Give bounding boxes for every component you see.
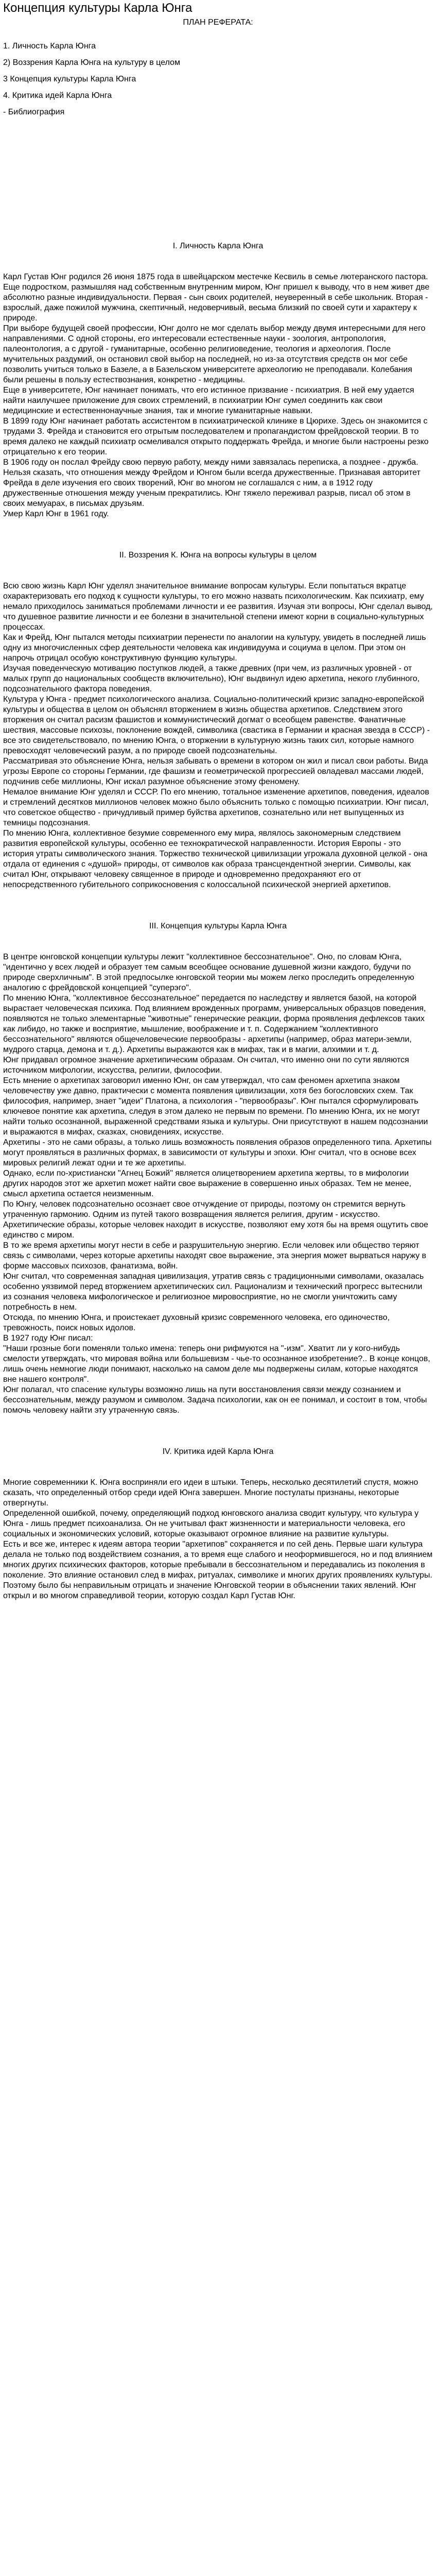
paragraph: В центре юнговской концепции культуры лежит "коллективное бессознательное". Оно, по словам Юнга, "идентично у всех людей и образует тем самым всеобщее основание душевной жизни каждого, будучи по природе сверхличным". В этой предпосылке юнговской теории мы можем легко проследить определенную аналогию с фрейдовской концепцией "суперэго". [3, 953, 414, 992]
chapter-3 [3, 921, 433, 1416]
plan-item: 4. Критика идей Карла Юнга [3, 91, 112, 100]
plan-heading: ПЛАН РЕФЕРАТА: [183, 18, 253, 27]
paragraph: Многие современники К. Юнга восприняли его идеи в штыки. Теперь, несколько десятилетий спустя, можно сказать, что определенный отбор среди идей Юнга завершен. Многие постулаты признаны, некоторые отвергнуты. [3, 1478, 418, 1507]
paragraph: Отсюда, по мнению Юнга, и проистекает духовный кризис современного человека, его одиночество, тревожность, поиск новых идолов. [3, 1313, 390, 1332]
plan-item: 1. Личность Карла Юнга [3, 42, 96, 50]
paragraph: По мнению Юнга, "коллективное бессознательное" передается по наследству и является базой, на которой вырастает человеческая психика. Под влиянием врожденных программ, универсальных образцов поведения, появляются не только элементарные "животные" генерические реакции, форма проявления дефлексов таких как либидо, но также и восприятие, мышление, воображение и т. п. Содержанием "коллективного бессознательного" являются общечеловеческие первообразы - архетипы (например, образ матери-земли, мудрого старца, демона и т. д.). Архетипы выражаются как в мифах, так и в магии, алхимии и т. д. [3, 994, 426, 1054]
paragraph: Карл Густав Юнг родился 26 июня 1875 года в швейцарском местечке Кесвиль в семье лютеранского пастора. [3, 273, 428, 281]
chapter-title: II. Воззрения К. Юнга на вопросы культуры в целом [119, 551, 317, 560]
paragraph: В 1906 году он послал Фрейду свою первую работу, между ними завязалась переписка, а позднее - дружба. [3, 458, 418, 467]
paragraph: В 1899 году Юнг начинает работать ассистентом в психиатрической клинике в Цюрихе. Здесь он знакомится с трудами З. Фрейда и становится его отрытым последователем и пропагандистом фрейдовской теории. В то время далеко не каждый психиатр осмеливался открыто поддержать Фрейда, и многие были настроены резко отрицательно к его теории. [3, 417, 429, 456]
paragraph: Есть мнение о архетипах заговорил именно Юнг, он сам утверждал, что сам феномен архетипа знаком человечеству уже давно, практически с момента появления цивилизации, хотя без богословских схем. Так философия, например, знает "идеи" Платона, а психология - "первообразы". Юнг пытался сформулировать ключевое понятие как архетипа, следуя в этом далеко не первым по времени. По мнению Юнга, их не могут найти только осознанной, выраженной средствами языка и культуры. Они присутствуют в нашем подсознании и выражаются в мифах, сказках, сновидениях, искусстве. [3, 1076, 428, 1137]
paragraph: По Юнгу, человек подсознательно осознает свое отчуждение от природы, поэтому он стремится вернуть утраченную гармонию. Одним из путей такого возвращения является религия, другим - искусство. Архетипические образы, которые человек находит в искусстве, позволяют ему хотя бы на время ощутить свое единство с миром. [3, 1200, 428, 1240]
paragraph: Есть и все же, интерес к идеям автора теории "архетипов" сохраняется и по сей день. Первые шаги культура делала не только под воздействием сознания, а то время еще слабого и неоформившегося, но и под влиянием многих других психических факторов, которые пребывали в бессознательном и передавались из поколения в поколение. Это влияние остановил след в мифах, ритуалах, символике и многих других проявлениях культуры. Поэтому было бы неправильным отрицать и значение Юнговской теории в объяснении таких явлений. Юнг открыл и во многом справедливой теории, которую создал Карл Густав Юнг. [3, 1540, 433, 1600]
chapter-2 [3, 550, 433, 890]
paragraph: При выборе будущей своей профессии, Юнг долго не мог сделать выбор между двумя интересными для него направлениями. С одной стороны, его интересовали естественные науки - зоология, антропология, палеонтология, а с другой - гуманитарные, особенно религиоведение, теология и археология. После мучительных раздумий, он остановил свой выбор на последней, но из-за отсутствия средств он мог себе позволить учиться только в Базеле, а в Базельском университете археологию не преподавали. Колебания были решены в пользу естествознания, конкретно - медицины. [3, 324, 426, 384]
paragraph: Юнг считал, что современная западная цивилизация, утратив связь с традиционными символами, оказалась особенно уязвимой перед вторжением архетипических сил. Рационализм и технический прогресс вытеснили из сознания человека мифологическое и религиозное мировосприятие, но не смогли уничтожить саму потребность в нем. [3, 1272, 424, 1312]
chapter-1 [3, 241, 433, 519]
paragraph: Еще в университете, Юнг начинает понимать, что его истинное призвание - психиатрия. В ней ему удается найти наилучшее приложение для своих стремлений, в психиатрии Юнг сумел соединить как свои медицинские и естественнонаучные знания, так и многие гуманитарные навыки. [3, 386, 414, 415]
paragraph: Юнг полагал, что спасение культуры возможно лишь на пути восстановления связи между сознанием и бессознательным, между разумом и символом. Задача психологии, как он ее понимал, и состоит в том, чтобы помочь человеку найти эту утраченную связь. [3, 1385, 427, 1415]
paragraph: Как и Фрейд, Юнг пытался методы психиатрии перенести по аналогии на культуру, увидеть в последней лишь одну из многочисленных сфер деятельности человека как индивидуума и социума в целом. При этом он напрочь отрицал особую конструктивную функцию культуры. [3, 633, 426, 663]
paragraph: Рассматривая это объяснение Юнга, нельзя забывать о времени в котором он жил и писал свои работы. Вида угрозы Европе со стороны Германии, где фашизм и геометрической прогрессией овладевал массами людей, подчинив себе миллионы, Юнг искал разумное объяснение этому феномену. [3, 757, 428, 786]
paragraph: В 1927 году Юнг писал: [3, 1334, 93, 1343]
document-title: Концепция культуры Карла Юнга [3, 1, 193, 15]
plan-bibliography: - Библиография [3, 108, 65, 116]
paragraph: Всю свою жизнь Карл Юнг уделял значительное внимание вопросам культуры. Если попытаться вкратце охарактеризовать его подход к сущности культуры, то его можно назвать психологическим. Как психиатр, ему немало приходилось заниматься проблемами личности и ее развития. Изучая эти вопросы, Юнг сделал вывод, что душевное развитие личности и ее болезни в значительной степени имеют корни в социально-культурных процессах. [3, 582, 433, 632]
paragraph: Однако, если по-христиански "Агнец Божий" является олицетворением архетипа жертвы, то в мифологии других народов этот же архетип может найти свое выражение в совершенно иных образах. Тем не менее, смысл архетипа остается неизменным. [3, 1169, 411, 1198]
paragraph: Изучая поведенческую мотивацию поступков людей, а также древних (при чем, из различных уровней - от малых групп до национальных сообществ включительно), Юнг выдвинул идею архетипа, некого глубинного, подсознательного фактора поведения. [3, 664, 420, 693]
paragraph: По мнению Юнга, коллективное безумие современного ему мира, являлось закономерным следствием развития европейской культуры, особенно ее технократической направленности. История Европы - это история утраты символического знания. Торжество технической цивилизации угрожала духовной целкой - она отдала от единения с «душой» природы, от символов как образа трансцендентной энергии. Символы, как считал Юнг, открывают человеку священное в природе и одновременно предохраняют его от непосредственного губительного соприкосновения с колоссальной психической энергией архетипов. [3, 829, 428, 889]
plan-item: 2) Воззрения Карла Юнга на культуру в целом [3, 58, 180, 67]
paragraph: Определенной ошибкой, почему, определяющий подход юнговского анализа сводит культуру, что культура у Юнга - лишь предмет психоанализа. Он не учитывал факт жизненности и материальности человека, его социальных и экономических условий, которые оказывают огромное влияние на развитие культуры. [3, 1509, 419, 1538]
paragraph: В то же время архетипы могут нести в себе и разрушительную энергию. Если человек или общество теряют связь с символами, через которые архетипы находят свое выражение, эта энергия может вырваться наружу в форме массовых психозов, фанатизма, войн. [3, 1241, 427, 1270]
chapter-title: IV. Критика идей Карла Юнга [162, 1447, 274, 1456]
paragraph: Юнг придавал огромное значение архетипическим образам. Он считал, что именно они по сути являются источником мифологии, искусства, религии, философии. [3, 1056, 409, 1075]
chapter-title: III. Концепция культуры Карла Юнга [149, 922, 287, 930]
paragraph: Немалое внимание Юнг уделял и СССР. По его мнению, тотальное изменение архетипов, поведения, идеалов и стремлений десятков миллионов человек можно было объяснить только с помощью психиатрии. Юнг писал, что советское общество - причудливый пример буйства архетипов, сознательно или нет выпущенных из темницы подсознания. [3, 788, 429, 827]
paragraph: Нельзя сказать, что отношения между Фрейдом и Юнгом были всегда дружественные. Признавая авторитет Фрейда в деле изучения его своих творений, Юнг во многом не соглашался с ним, а в 1912 году дружественные отношения между ученым прекратились. Юнг тяжело переживал разрыв, писал об этом в своих мемуарах, в письмах друзьям. [3, 468, 421, 508]
chapter-title: I. Личность Карла Юнга [172, 242, 264, 250]
plan-list [3, 41, 433, 101]
paragraph: "Наши грозные боги поменяли только имена: теперь они рифмуются на "-изм". Хватит ли у кого-нибудь смелости утверждать, что мировая война или большевизм - чье-то осознанное изобретение?.. В конце концов, лишь очень немногие люди понимают, насколько на самом деле мы подвержены силам, которые находятся вне нашего контроля". [3, 1344, 430, 1384]
paragraph: Архетипы - это не сами образы, а только лишь возможность появления образов определенного типа. Архетипы могут проявляться в различных формах, в зависимости от культуры и эпохи. Юнг считал, что в основе всех мировых религий лежат одни и те же архетипы. [3, 1138, 432, 1167]
chapter-4 [3, 1447, 433, 1601]
paragraph: Еще подростком, размышляя над собственным внутренним миром, Юнг пришел к выводу, что в нем живет две абсолютно разные индивидуальности. Первая - сын своих родителей, неуверенный в себе школьник. Вторая - взрослый, даже пожилой мужчина, скептичный, недоверчивый, весьма близкий по своей сути и характеру к природе. [3, 283, 430, 323]
paragraph: Культура у Юнга - предмет психологического анализа. Социально-политический кризис западно-европейской культуры и общества в целом он объяснял вторжением в жизнь общества архетипов. Следствием этого вторжения он считал расизм фашистов и коммунистический догмат о всеобщем равенстве. Фанатичные шествия, массовые психозы, поклонение вождей, символика (свастика в Германии и красная звезда в СССР) - все это свидетельствовало, по мнению Юнга, о вторжении в культурную жизнь таких сил, которые намного превосходят человеческий разум, а по природе своей подсознательны. [3, 695, 430, 755]
plan-item: 3 Концепция культуры Карла Юнга [3, 75, 136, 83]
paragraph: Умер Карл Юнг в 1961 году. [3, 510, 109, 518]
